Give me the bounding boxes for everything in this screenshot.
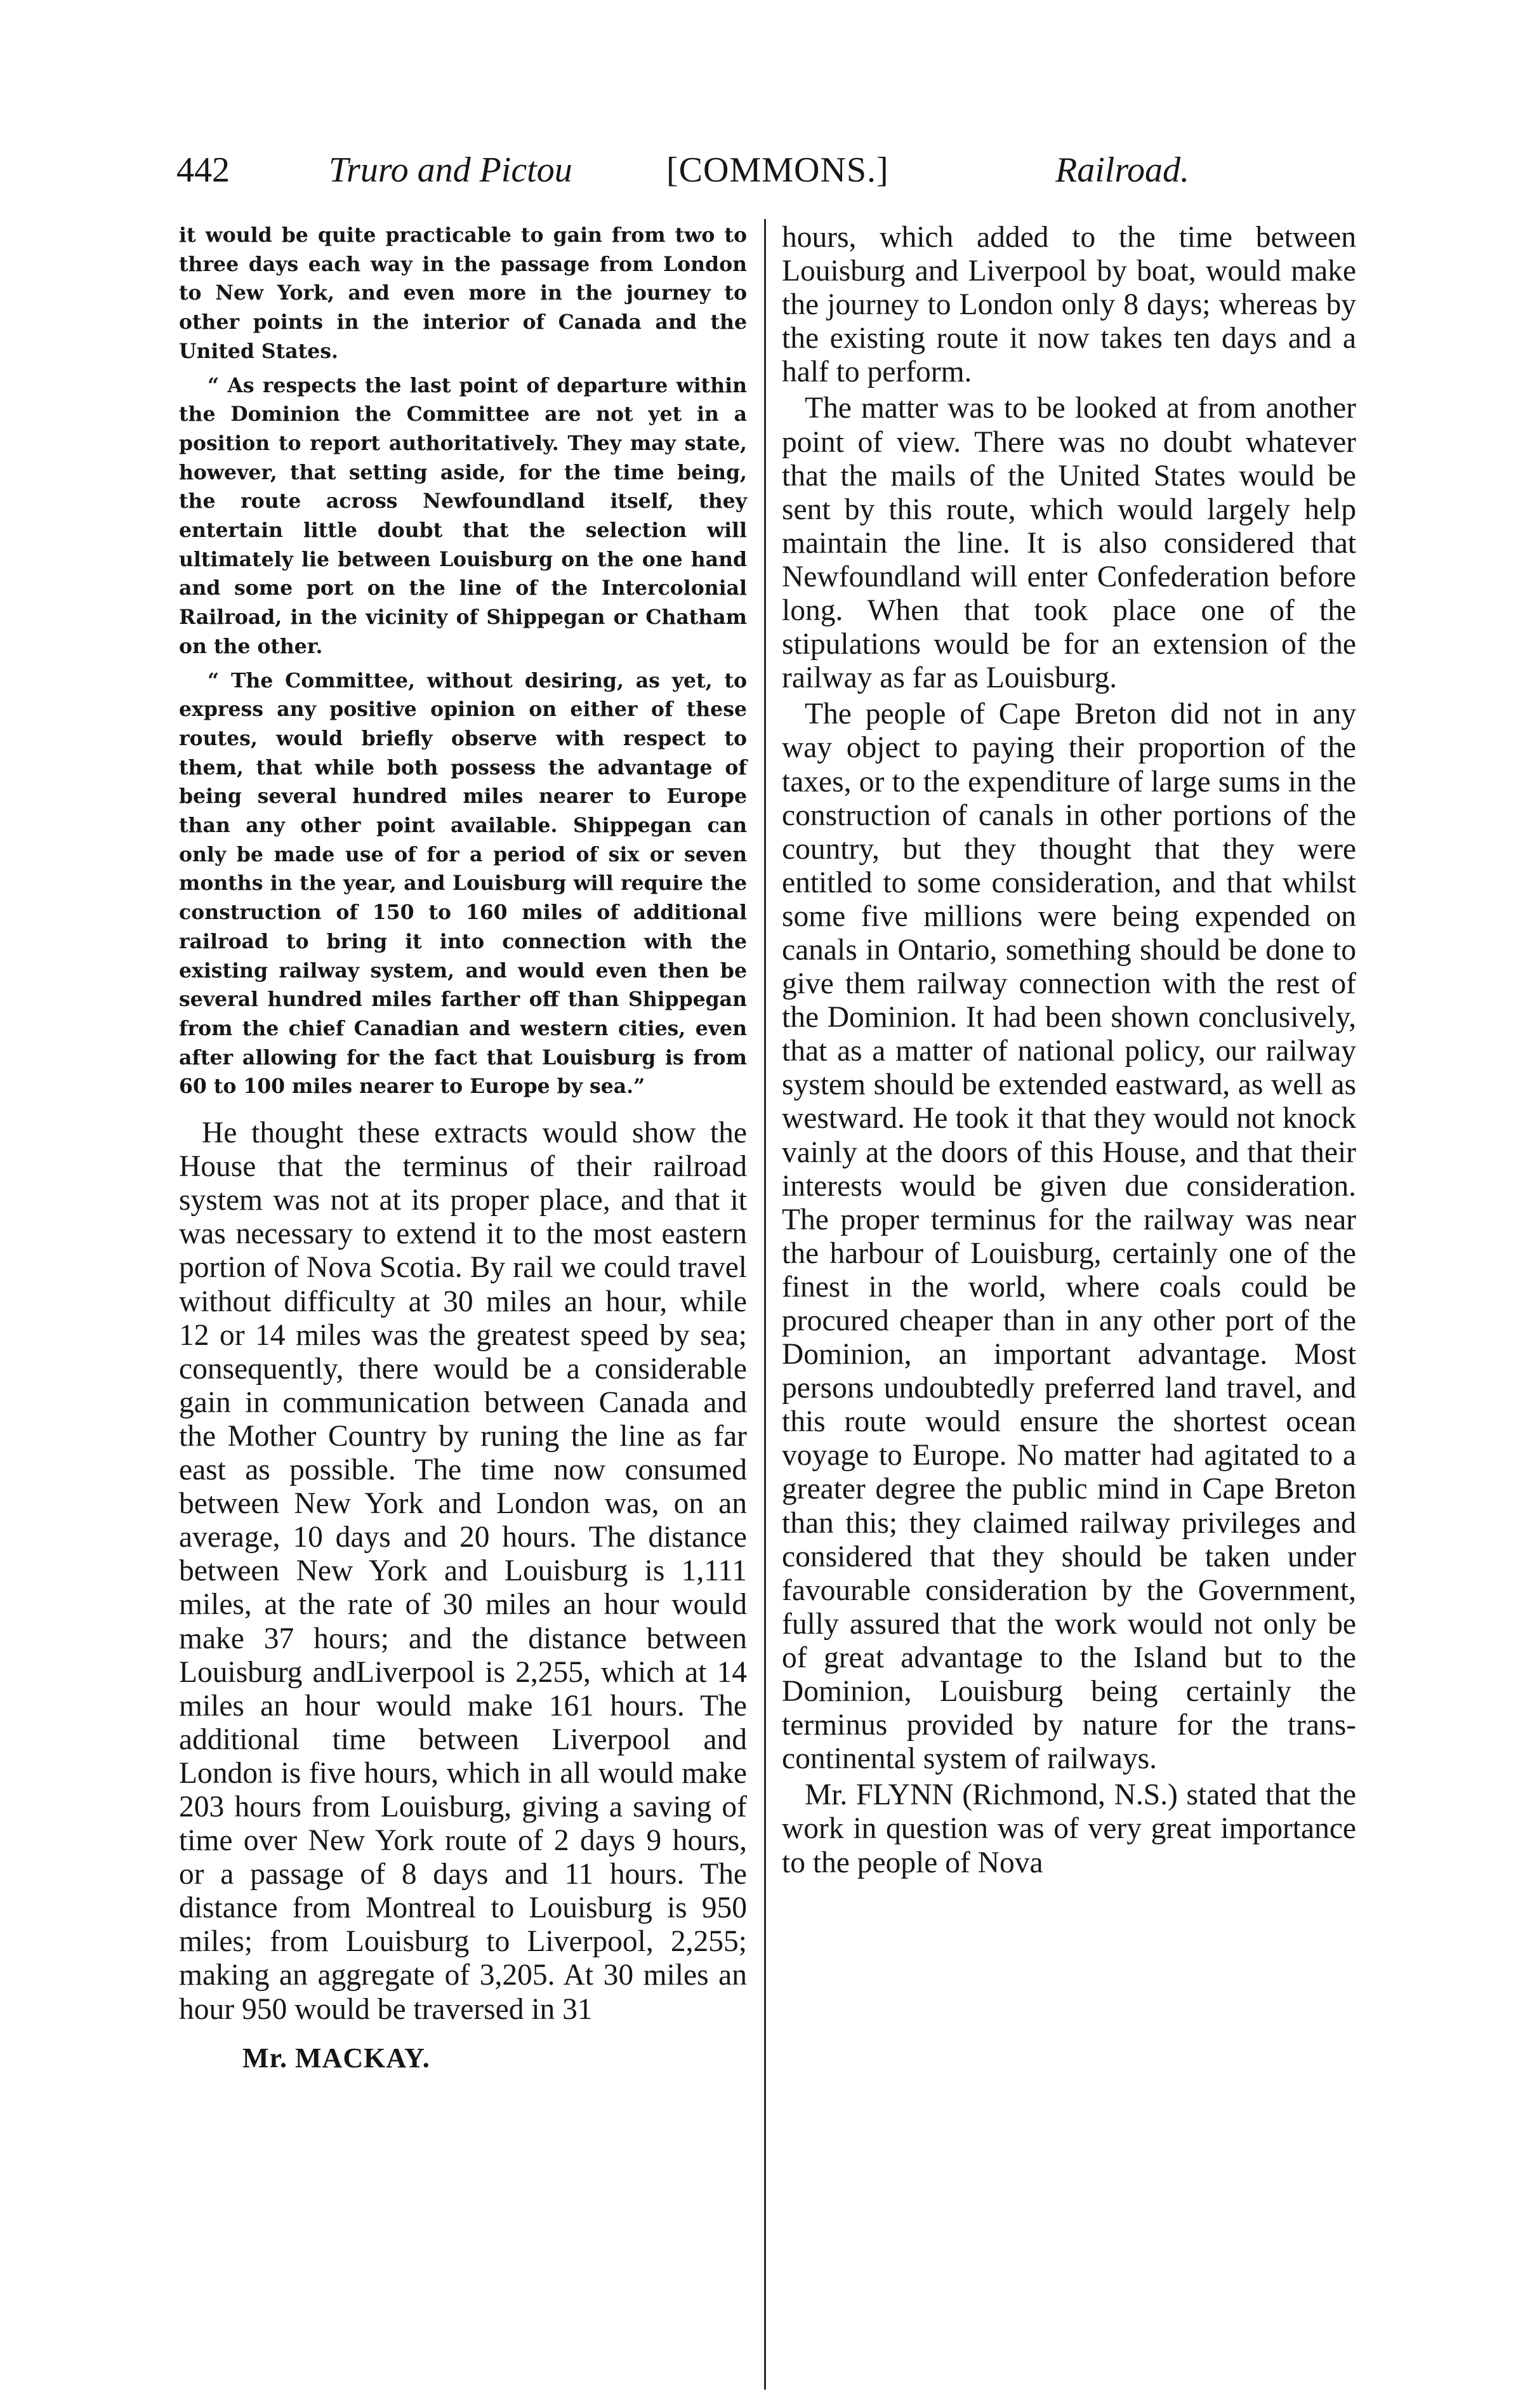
- quoted-report-paragraph-1: it would be quite practicable to gain from two to three days each way in the passage from London to New York, and even more in the journey to other points in the interior of Canada and the United States.: [179, 223, 747, 363]
- speaker-flynn-paragraph: Mr. FLYNN (Richmond, N.S.) stated that the work in question was of very great importance to the people of Nova: [782, 1778, 1356, 1879]
- speech-paragraph-3: The people of Cape Breton did not in any way object to paying their proportion of the taxes, or to the expenditure of large sums in the construction of canals in other portions of the country, but they thought that they were entitled to some consideration, and that whilst some five millions were being expended on canals in Ontario, something should be done to give them railway connection with the rest of the Dominion. It had been shown conclusively, that as a matter of national policy, our railway system should be extended eastward, as well as westward. He took it that they would not knock vainly at the doors of this House, and that their interests would be given due consideration. The proper terminus for the railway was near the harbour of Louisburg, certainly one of the finest in the world, where coals could be procured cheaper than in any other port of the Dominion, an important advantage. Most persons undoubtedly preferred land travel, and this route would ensure the shortest ocean voyage to Europe. No matter had agitated to a greater degree the public mind in Cape Breton than this; they claimed railway privileges and considered that they should be taken under favourable consideration by the Government, fully assured that the work would not only be of great advantage to the Island but to the Dominion, Louisburg being certainly the terminus provided by nature for the trans-continental system of railways.: [782, 698, 1356, 1776]
- page-header: [170, 145, 1350, 202]
- speech-paragraph: He thought these extracts would show the House that the terminus of their railroad system was not at its proper place, and that it was necessary to extend it to the most eastern portion of Nova Scotia. By rail we could travel without difficulty at 30 miles an hour, while 12 or 14 miles was the greatest speed by sea; consequently, there would be a considerable gain in communication between Canada and the Mother Country by runing the line as far east as possible. The time now consumed between New York and London was, on an average, 10 days and 20 hours. The distance between New York and Louisburg is 1,111 miles, at the rate of 30 miles an hour would make 37 hours; and the distance between Louisburg andLiverpool is 2,255, which at 14 miles an hour would make 161 hours. The additional time between Liverpool and London is five hours, which in all would make 203 hours from Louisburg, giving a saving of time over New York route of 2 days 9 hours, or a passage of 8 days and 11 hours. The distance from Montreal to Louisburg is 950 miles; from Louisburg to Liverpool, 2,255; making an aggregate of 3,205. At 30 miles an hour 950 would be traversed in 31: [179, 1116, 747, 2026]
- speech-paragraph-continued: hours, which added to the time between Louisburg and Liverpool by boat, would make the journey to London only 8 days; whereas by the existing route it now takes ten days and a half to perform.: [782, 221, 1356, 389]
- header-right-title: Railroad.: [1055, 150, 1190, 190]
- speech-paragraph-2: The matter was to be looked at from another point of view. There was no doubt whatever that the mails of the United States would be sent by this route, which would largely help maintain the line. It is also considered that Newfoundland will enter Confederation before long. When that took place one of the stipulations would be for an extension of the railway as far as Louisburg.: [782, 392, 1356, 695]
- speaker-footer: Mr. MACKAY.: [242, 2042, 430, 2074]
- header-center-title: [COMMONS.]: [666, 150, 889, 190]
- left-column: [179, 221, 747, 2077]
- column-divider: [764, 219, 766, 2390]
- right-column: [782, 221, 1356, 1880]
- quoted-report-paragraph-2: “ As respects the last point of departure within the Dominion the Committee are not yet in a position to report authoritatively. They may state, however, that setting aside, for the time being, the route across Newfoundland itself, they entertain little doubt that the selection will ultimately lie between Louisburg on the one hand and some port on the line of the Intercolonial Railroad, in the vicinity of Shippegan or Chatham on the other.: [179, 373, 747, 658]
- quoted-report-paragraph-3: “ The Committee, without desiring, as yet, to express any positive opinion on either of these routes, would briefly observe with respect to them, that while both possess the advantage of being several hundred miles nearer to Europe than any other point available. Shippegan can only be made use of for a period of six or seven months in the year, and Louisburg will require the construction of 150 to 160 miles of additional railroad to bring it into connection with the existing railway system, and would even then be several hundred miles farther off than Shippegan from the chief Canadian and western cities, even after allowing for the fact that Louisburg is from 60 to 100 miles nearer to Europe by sea.”: [179, 668, 747, 1099]
- header-left-title: Truro and Pictou: [329, 150, 572, 190]
- page-number: 442: [176, 150, 230, 190]
